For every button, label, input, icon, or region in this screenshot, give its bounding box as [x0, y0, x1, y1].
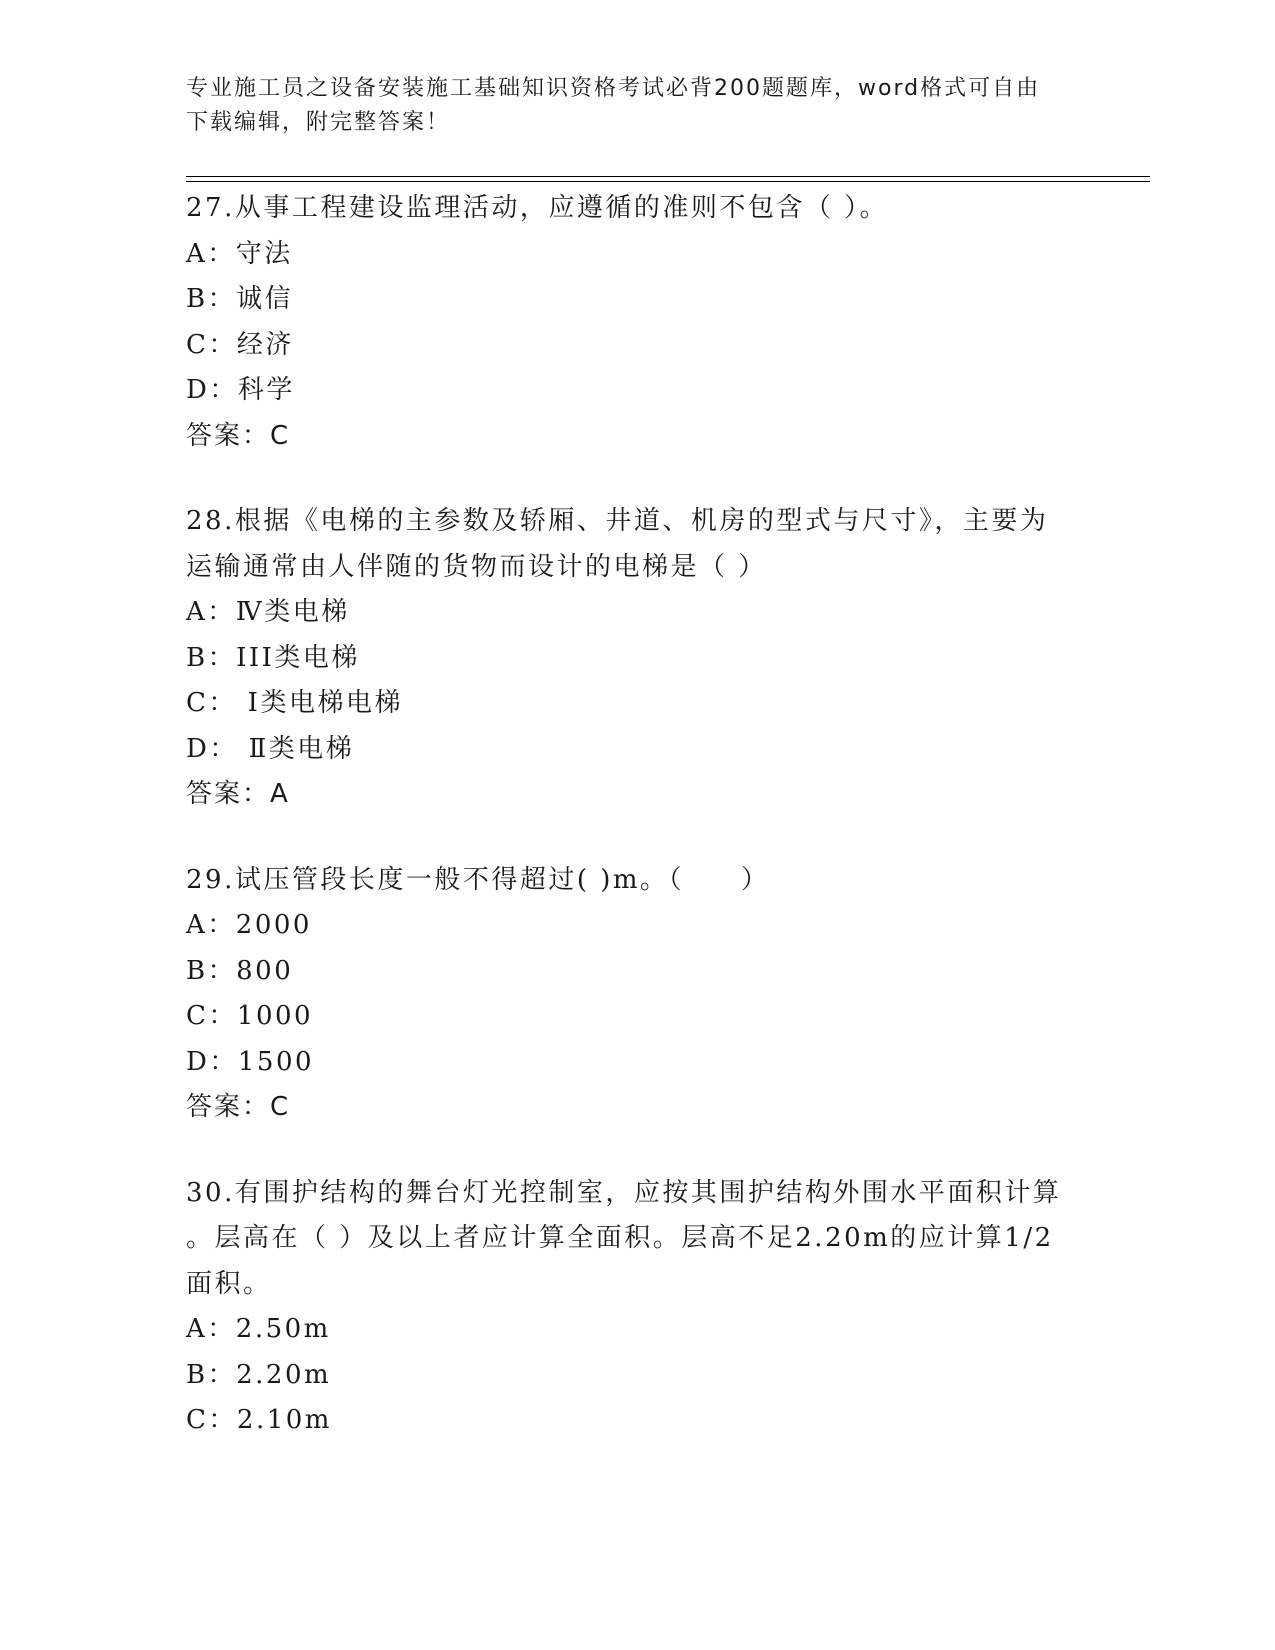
- option-label: D：: [186, 1046, 238, 1077]
- option-text: 守法: [235, 238, 293, 269]
- option-text: 1000: [236, 1001, 314, 1031]
- option-label: A：: [186, 910, 236, 940]
- option-text: Ⅰ类电梯电梯: [236, 688, 403, 718]
- option-text: 2.20m: [236, 1359, 332, 1390]
- option-c: [186, 681, 1086, 727]
- option-text: 2000: [235, 910, 312, 940]
- option-label: A：: [186, 597, 236, 627]
- header-line-1: 专业施工员之设备安装施工基础知识资格考试必背200题题库，word格式可自由: [186, 76, 1041, 101]
- question-text: 28.根据《电梯的主参数及轿厢、井道、机房的型式与尺寸》，主要为: [186, 506, 1049, 536]
- option-a: [186, 903, 1086, 949]
- option-d: [186, 727, 1086, 773]
- option-label: D：: [186, 733, 238, 764]
- option-a: [186, 232, 1086, 278]
- option-label: D：: [186, 375, 238, 405]
- option-text: III类电梯: [236, 642, 360, 673]
- option-label: C：: [186, 688, 237, 718]
- option-c: [186, 994, 1086, 1040]
- option-text: Ⅳ类电梯: [235, 597, 350, 627]
- option-c: [186, 1398, 1086, 1444]
- document-header: [186, 72, 1066, 140]
- option-text: 诚信: [236, 284, 294, 314]
- question-text: 27.从事工程建设监理活动，应遵循的准则不包含（ ）。: [186, 193, 889, 223]
- option-text: Ⅱ类电梯: [237, 733, 355, 764]
- option-text: 2.10m: [236, 1405, 332, 1435]
- option-label: B：: [186, 1359, 237, 1390]
- option-label: C：: [186, 1001, 237, 1031]
- option-b: [186, 949, 1086, 995]
- question-30: [186, 1171, 1086, 1444]
- header-divider-top: [186, 176, 1150, 177]
- question-text: 30.有围护结构的舞台灯光控制室，应按其围护结构外围水平面积计算: [186, 1177, 1062, 1208]
- question-text: 。层高在（ ）及以上者应计算全面积。层高不足2.20m的应计算1/2: [186, 1223, 1054, 1253]
- option-label: B：: [186, 642, 237, 673]
- option-d: [186, 1040, 1086, 1086]
- question-28: [186, 499, 1086, 818]
- question-text: 运输通常由人伴随的货物而设计的电梯是（ ）: [186, 551, 767, 582]
- header-divider-bottom: [186, 181, 1150, 182]
- question-27: [186, 186, 1086, 459]
- answer-line: 答案：C: [186, 420, 291, 451]
- option-b: [186, 1353, 1086, 1399]
- option-d: [186, 368, 1086, 414]
- option-label: B：: [186, 955, 237, 986]
- option-c: [186, 323, 1086, 369]
- option-b: [186, 277, 1086, 323]
- answer-line: 答案：A: [186, 779, 290, 809]
- question-list: [186, 186, 1086, 1484]
- option-b: [186, 636, 1086, 682]
- option-a: [186, 590, 1086, 636]
- option-text: 1500: [237, 1046, 315, 1077]
- header-line-2: 下载编辑，附完整答案！: [186, 110, 451, 135]
- option-text: 科学: [237, 375, 295, 405]
- answer-line: 答案：C: [186, 1092, 291, 1122]
- option-label: B：: [186, 284, 237, 314]
- question-29: [186, 858, 1086, 1131]
- option-text: 经济: [236, 329, 294, 360]
- option-text: 2.50m: [235, 1314, 331, 1344]
- option-label: A：: [186, 1314, 236, 1344]
- option-a: [186, 1307, 1086, 1353]
- option-label: C：: [186, 1405, 237, 1435]
- question-text: 面积。: [186, 1268, 272, 1299]
- option-label: C：: [186, 329, 237, 360]
- question-text: 29.试压管段长度一般不得超过( )m。（ ）: [186, 864, 770, 895]
- option-text: 800: [236, 955, 294, 986]
- option-label: A：: [186, 238, 236, 269]
